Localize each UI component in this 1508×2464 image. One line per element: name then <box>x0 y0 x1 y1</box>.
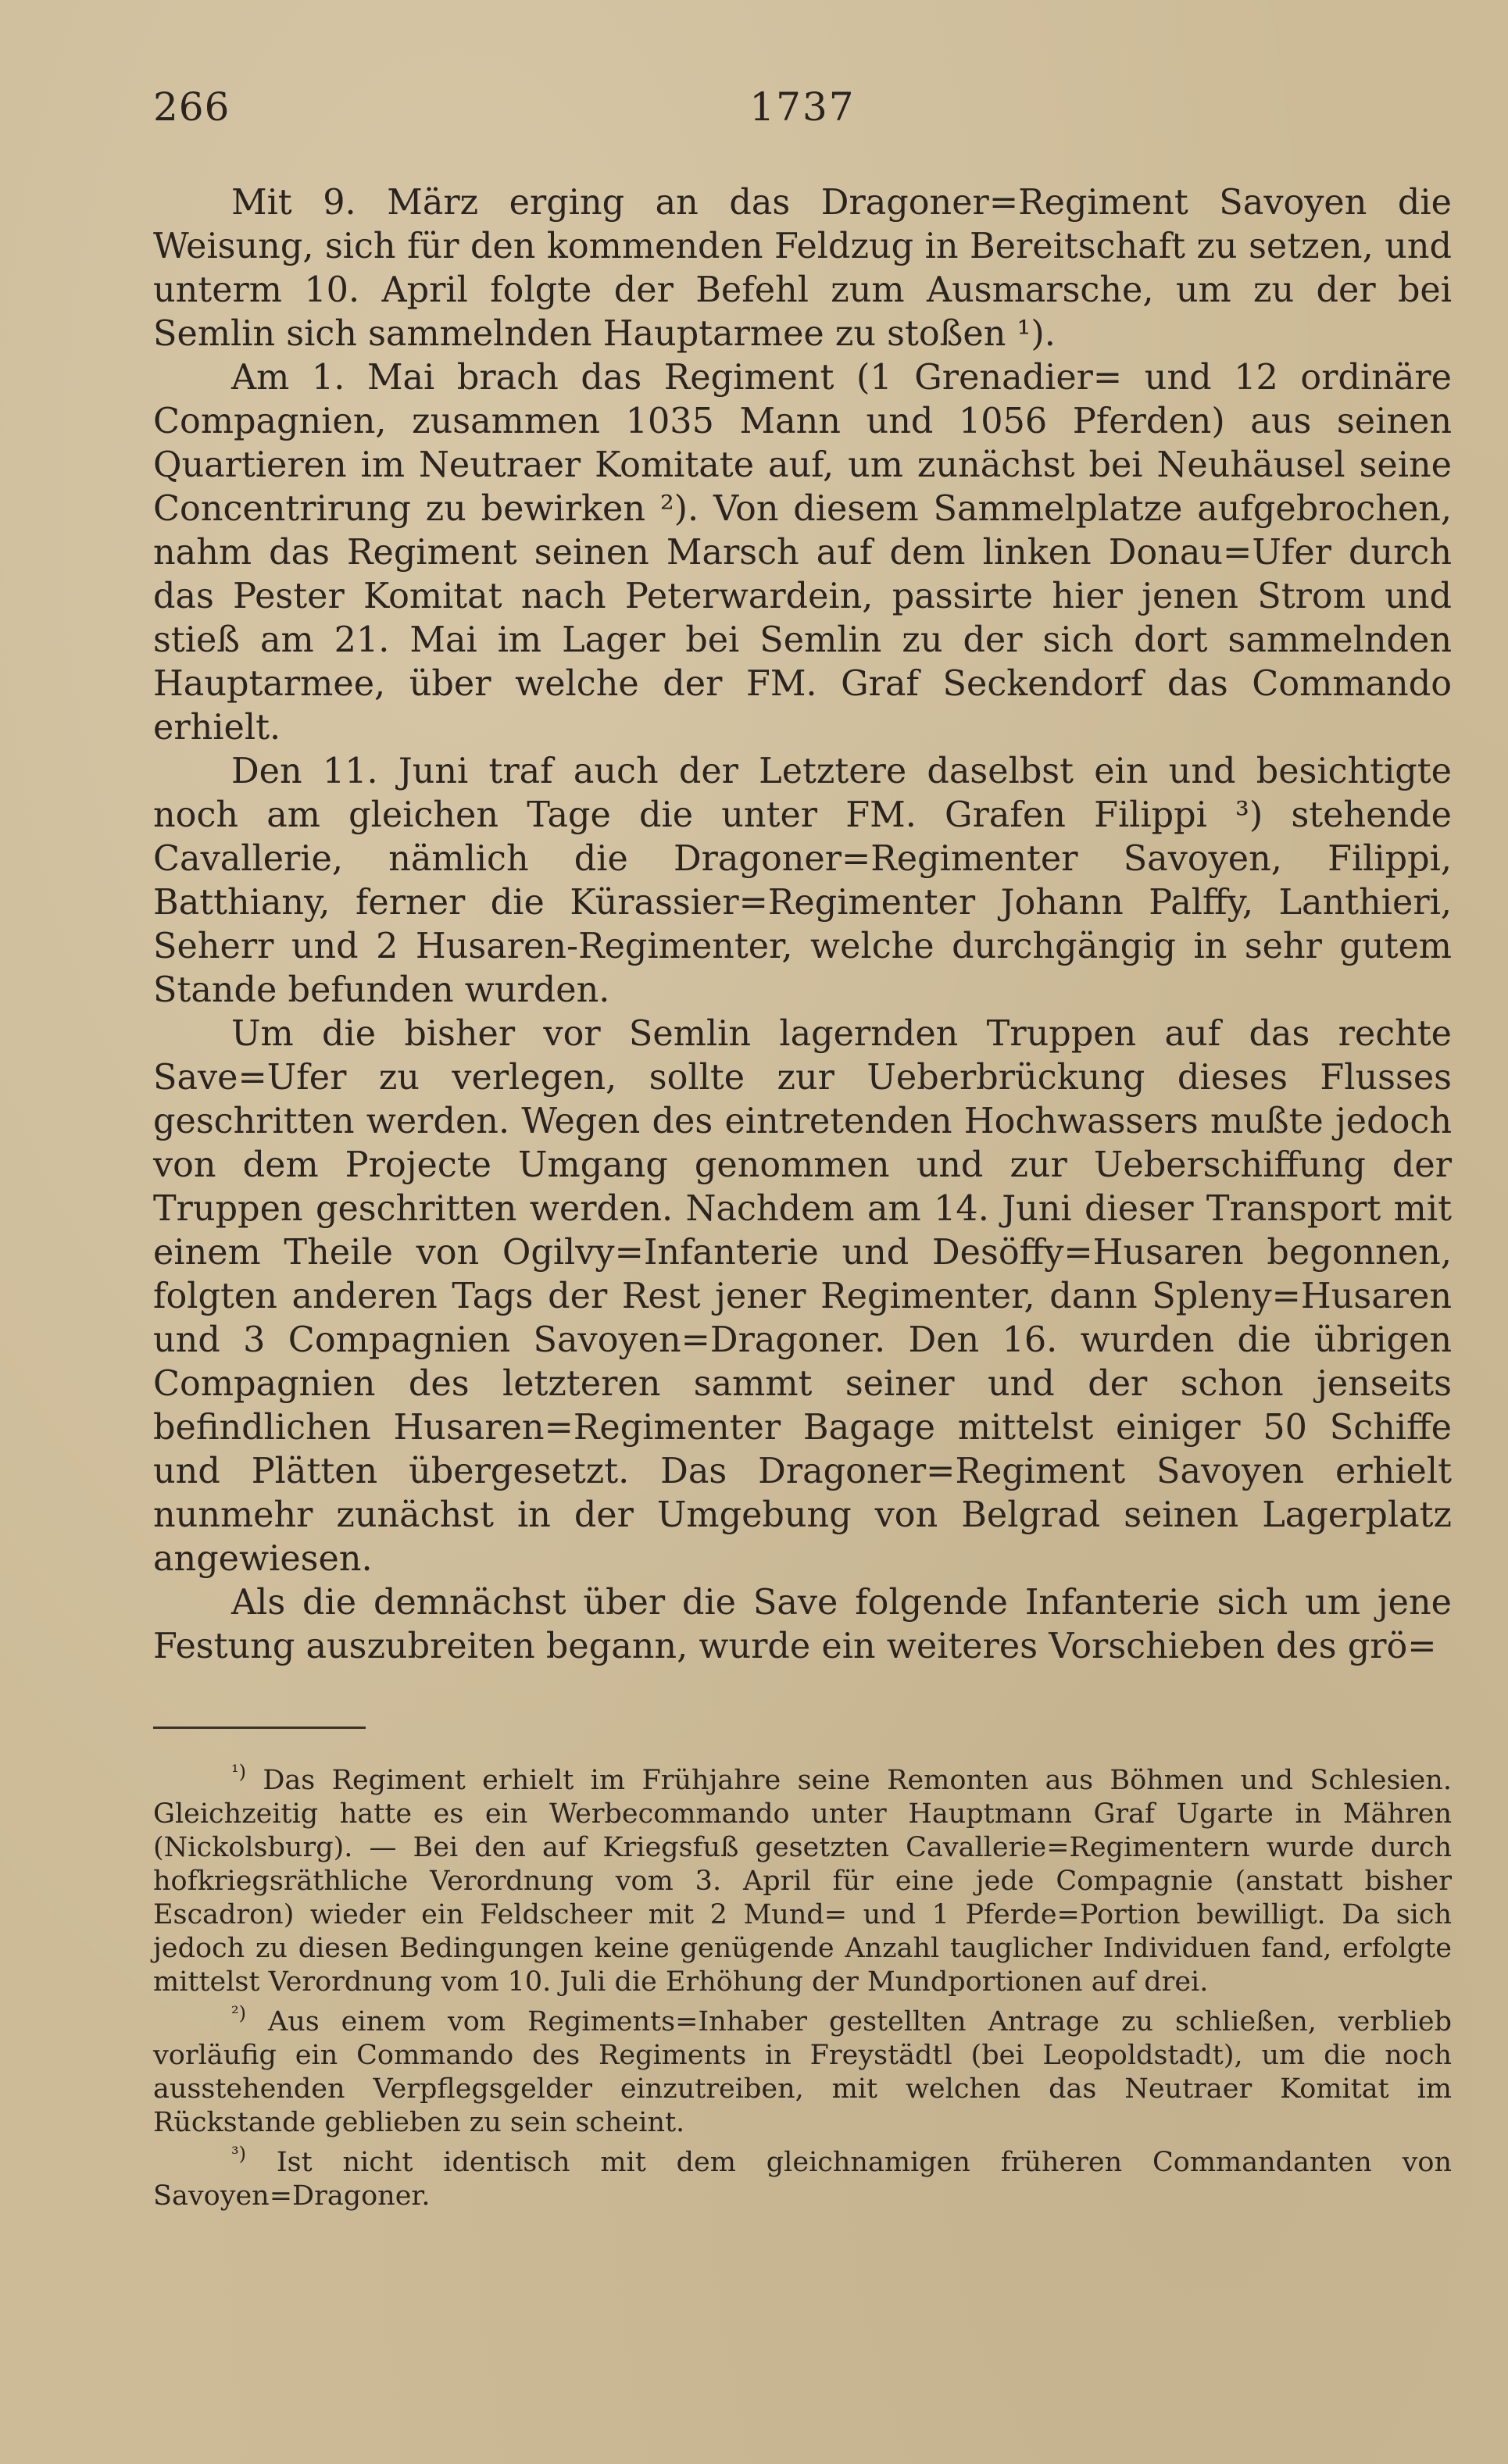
footnote-1 <box>153 1761 1452 1999</box>
footnote-1-mark: ¹) <box>231 1761 246 1783</box>
footnote-2-mark: ²) <box>231 2002 246 2024</box>
footnote-separator <box>153 1727 366 1729</box>
footnote-2-text: Aus einem vom Regiments=Inhaber gestellten Antrage zu schließen, verblieb vorläufig ein Commando des Regiments in Freystädtl (bei Leopoldstadt), um die noch ausstehenden Verpflegsgelder einzutreiben, mit welchen das Neutraer Komitat im Rückstande geblieben zu sein scheint. <box>153 2006 1452 2138</box>
footnotes <box>153 1761 1452 2219</box>
running-head-year: 1737 <box>749 84 856 130</box>
footnote-3 <box>153 2143 1452 2213</box>
main-text <box>153 181 1452 1669</box>
footnote-3-mark: ³) <box>231 2143 246 2165</box>
paragraph-5: Als die demnächst über die Save folgende Infanterie sich um jene Festung auszubreiten begann, wurde ein weiteres Vorschieben des grö= <box>153 1583 1452 1666</box>
footnote-3-text: Ist nicht identisch mit dem gleichnamigen früheren Commandanten von Savoyen=Dragoner. <box>153 2147 1452 2212</box>
paragraph-3: Den 11. Juni traf auch der Letztere daselbst ein und besichtigte noch am gleichen Tage die unter FM. Grafen Filippi ³) stehende Cavallerie, nämlich die Dragoner=Regimenter Savoyen, Filippi, Batthiany, ferner die Kürassier=Regimenter Johann Palffy, Lanthieri, Seherr und 2 Husaren-Regimenter, welche durchgängig in sehr gutem Stande befunden wurden. <box>153 752 1452 1010</box>
running-head <box>153 84 1452 139</box>
footnote-1-text: Das Regiment erhielt im Frühjahre seine Remonten aus Böhmen und Schlesien. Gleichzeitig hatte es ein Werbecommando unter Hauptmann Graf Ugarte in Mähren (Nickolsburg). — Bei den auf Kriegsfuß gesetzten Cavallerie=Regimentern wurde durch hofkriegsräthliche Verordnung vom 3. April für eine jede Compagnie (anstatt bisher Escadron) wieder ein Feldscheer mit 2 Mund= und 1 Pferde=Portion bewilligt. Da sich jedoch zu diesen Bedingungen keine genügende Anzahl tauglicher Individuen fand, erfolgte mittelst Verordnung vom 10. Juli die Erhöhung der Mundportionen auf drei. <box>153 1765 1452 1998</box>
page-number: 266 <box>153 84 230 130</box>
paragraph-1: Mit 9. März erging an das Dragoner=Regiment Savoyen die Weisung, sich für den kommenden Feldzug in Bereitschaft zu setzen, und unterm 10. April folgte der Befehl zum Ausmarsche, um zu der bei Semlin sich sammelnden Hauptarmee zu stoßen ¹). <box>153 183 1452 354</box>
footnote-2 <box>153 2002 1452 2140</box>
paragraph-2: Am 1. Mai brach das Regiment (1 Grenadier= und 12 ordinäre Compagnien, zusammen 1035 Mann und 1056 Pferden) aus seinen Quartieren im Neutraer Komitate auf, um zunächst bei Neuhäusel seine Concentrirung zu bewirken ²). Von diesem Sammelplatze aufgebrochen, nahm das Regiment seinen Marsch auf dem linken Donau=Ufer durch das Pester Komitat nach Peterwardein, passirte hier jenen Strom und stieß am 21. Mai im Lager bei Semlin zu der sich dort sammelnden Hauptarmee, über welche der FM. Graf Seckendorf das Commando erhielt. <box>153 358 1452 748</box>
paragraph-4: Um die bisher vor Semlin lagernden Truppen auf das rechte Save=Ufer zu verlegen, sollte zur Ueberbrückung dieses Flusses geschritten werden. Wegen des eintretenden Hochwassers mußte jedoch von dem Projecte Umgang genommen und zur Ueberschiffung der Truppen geschritten werden. Nachdem am 14. Juni dieser Transport mit einem Theile von Ogilvy=Infanterie und Desöffy=Husaren begonnen, folgten anderen Tags der Rest jener Regimenter, dann Spleny=Husaren und 3 Compagnien Savoyen=Dragoner. Den 16. wurden die übrigen Compagnien des letzteren sammt seiner und der schon jenseits befindlichen Husaren=Regimenter Bagage mittelst einiger 50 Schiffe und Plätten übergesetzt. Das Dragoner=Regiment Savoyen erhielt nunmehr zunächst in der Umgebung von Belgrad seinen Lagerplatz angewiesen. <box>153 1014 1452 1579</box>
